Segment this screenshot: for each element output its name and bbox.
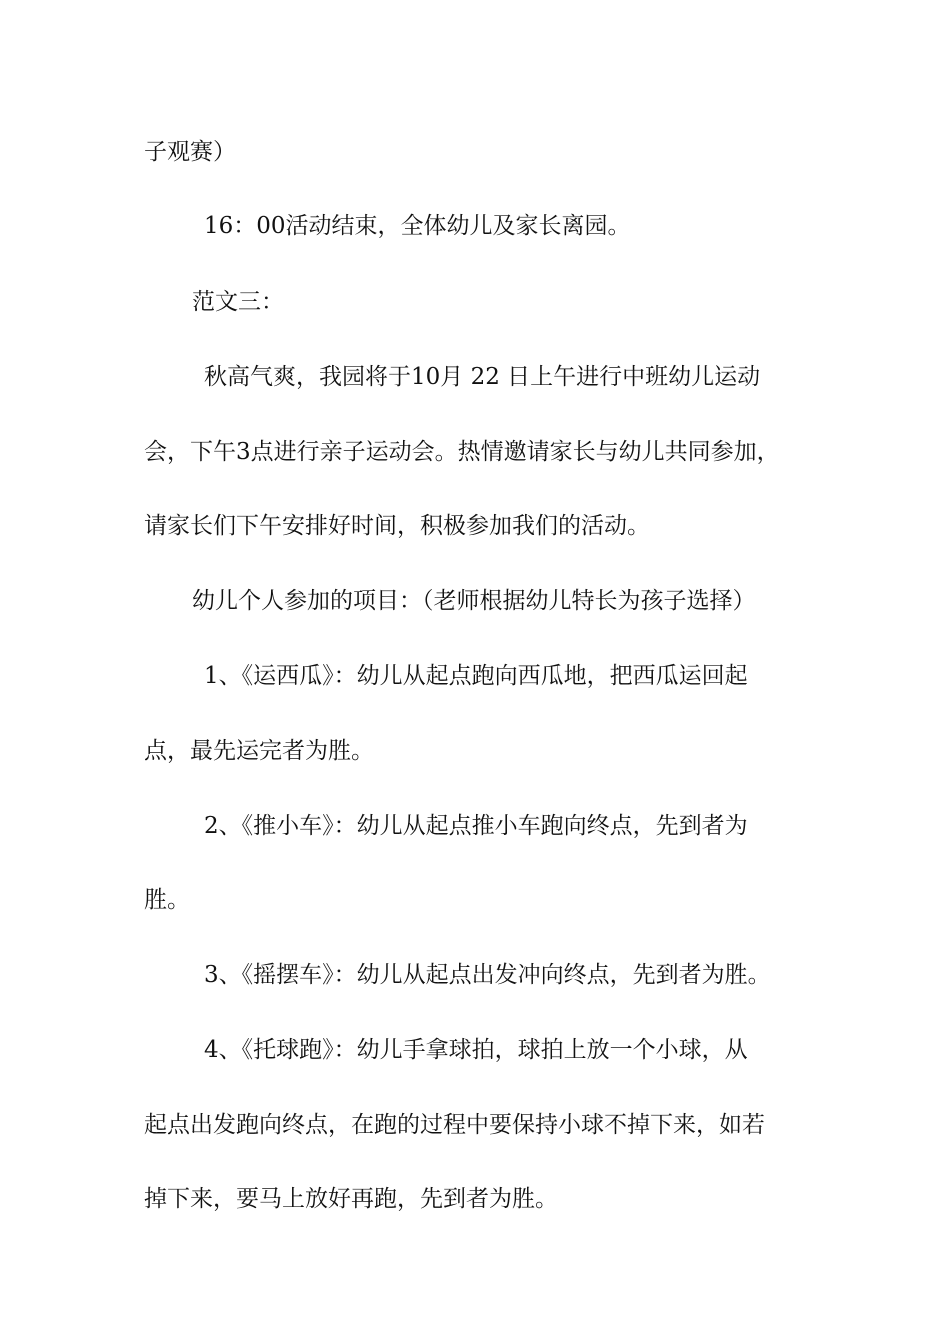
paragraph-intro-line-1: 秋高气爽，我园将于10月 22 日上午进行中班幼儿运动 <box>204 364 761 390</box>
event-1-line-2: 点，最先运完者为胜。 <box>144 738 374 764</box>
paragraph-intro-line-2: 会，下午3点进行亲子运动会。热情邀请家长与幼儿共同参加， <box>144 439 780 465</box>
line-continuation-watch: 子观赛） <box>144 139 236 165</box>
paragraph-intro-line-3: 请家长们下午安排好时间，积极参加我们的活动。 <box>144 513 650 539</box>
event-2-line-1: 2、《推小车》：幼儿从起点推小车跑向终点，先到者为 <box>204 813 748 839</box>
event-3-line-1: 3、《摇摆车》：幼儿从起点出发冲向终点，先到者为胜。 <box>204 962 771 988</box>
event-4-line-3: 掉下来，要马上放好再跑，先到者为胜。 <box>144 1186 558 1212</box>
section-heading-sample-three: 范文三： <box>192 289 284 315</box>
individual-events-heading: 幼儿个人参加的项目：（老师根据幼儿特长为孩子选择） <box>192 588 756 614</box>
line-activity-end: 16：00活动结束，全体幼儿及家长离园。 <box>204 213 631 239</box>
event-2-line-2: 胜。 <box>144 887 190 913</box>
event-4-line-2: 起点出发跑向终点，在跑的过程中要保持小球不掉下来，如若 <box>144 1112 765 1138</box>
event-4-line-1: 4、《托球跑》：幼儿手拿球拍，球拍上放一个小球，从 <box>204 1037 748 1063</box>
event-1-line-1: 1、《运西瓜》：幼儿从起点跑向西瓜地，把西瓜运回起 <box>204 663 748 689</box>
